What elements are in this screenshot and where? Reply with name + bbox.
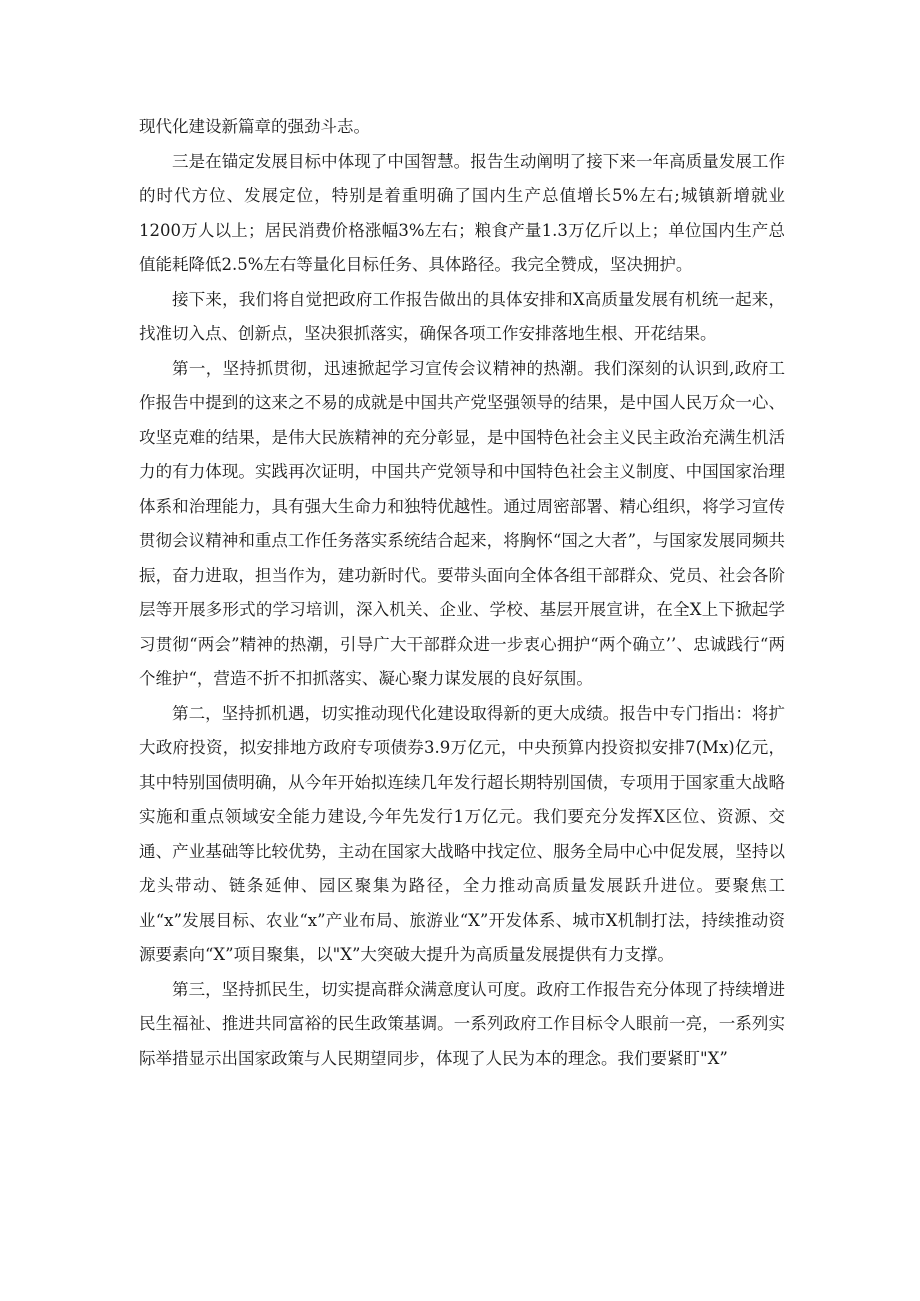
paragraph-chinese-wisdom: 三是在锚定发展目标中体现了中国智慧。报告生动阐明了接下来一年高质量发展工作的时代方位、发展定位，特别是着重明确了国内生产总值增长5%左右;城镇新增就业1200万人以上；居民消费价格涨幅3%左右；粮食产量1.3万亿斤以上；单位国内生产总值能耗降低2.5%左右等量化目标任务、具体路径。我完全赞成，坚决拥护。: [139, 151, 785, 274]
paragraph-second-point: 第二，坚持抓机遇，切实推动现代化建设取得新的更大成绩。报告中专门指出：将扩大政府投资，拟安排地方政府专项债券3.9万亿元，中央预算内投资拟安排7(Mx)亿元，其中特别国债明确，从今年开始拟连续几年发行超长期特别国债，专项用于国家重大战略实施和重点领域安全能力建设,今年先发行1万亿元。我们要充分发挥X区位、资源、交通、产业基础等比较优势，主动在国家大战略中找定位、服务全局中心中促发展，坚持以龙头带动、链条延伸、园区聚集为路径，全力推动高质量发展跃升进位。要聚焦工业“x”发展目标、农业“x”产业布局、旅游业“X”开发体系、城市X机制打法，持续推动资源要素向“X”项目聚集，以"X”大突破大提升为高质量发展提供有力支撑。: [139, 703, 785, 964]
paragraph-next-steps: 接下来，我们将自觉把政府工作报告做出的具体安排和X高质量发展有机统一起来，找准切入点、创新点，坚决狠抓落实，确保各项工作安排落地生根、开花结果。: [139, 289, 785, 343]
document-body: [139, 110, 785, 1076]
paragraph-third-point: 第三，坚持抓民生，切实提高群众满意度认可度。政府工作报告充分体现了持续增进民生福祉、推进共同富裕的民生政策基调。一系列政府工作目标令人眼前一亮，一系列实际举措显示出国家政策与人民期望同步，体现了人民为本的理念。我们要紧盯"X”: [139, 979, 785, 1068]
paragraph-continuation: 现代化建设新篇章的强劲斗志。: [139, 117, 370, 136]
paragraph-first-point: 第一，坚持抓贯彻，迅速掀起学习宣传会议精神的热潮。我们深刻的认识到,政府工作报告中提到的这来之不易的成就是中国共产党坚强领导的结果，是中国人民万众一心、攻坚克难的结果，是伟大民族精神的充分彰显，是中国特色社会主义民主政治充满生机活力的有力体现。实践再次证明，中国共产党领导和中国特色社会主义制度、中国国家治理体系和治理能力，具有强大生命力和独特优越性。通过周密部署、精心组织，将学习宣传贯彻会议精神和重点工作任务落实系统结合起来，将胸怀“国之大者”，与国家发展同频共振，奋力进取，担当作为，建功新时代。要带头面向全体各组干部群众、党员、社会各阶层等开展多形式的学习培训，深入机关、企业、学校、基层开展宣讲，在全X上下掀起学习贯彻“两会”精神的热潮，引导广大干部群众进一步衷心拥护“两个确立’’、忠诚践行“两个维护“，营造不折不扣抓落实、凝心聚力谋发展的良好氛围。: [139, 358, 785, 688]
